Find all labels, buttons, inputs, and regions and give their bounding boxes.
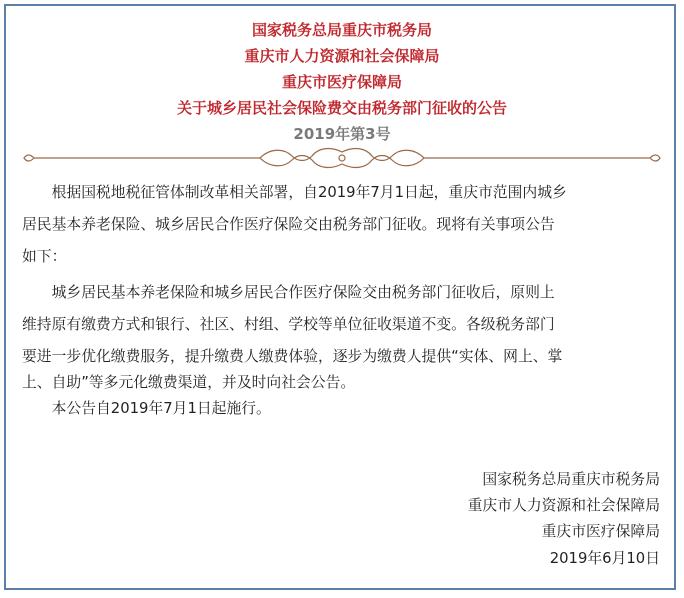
body-paragraph-3: 本公告自2019年7月1日起施行。 bbox=[22, 400, 271, 417]
body-paragraph-2-line-3: 要进一步优化缴费服务，提升缴费人缴费体验，逐步为缴费人提供“实体、网上、掌 bbox=[22, 348, 563, 365]
issuer-line-tax-bureau: 国家税务总局重庆市税务局 bbox=[251, 21, 432, 39]
ornamental-divider bbox=[20, 146, 664, 170]
document-number: 2019年第3号 bbox=[293, 125, 391, 143]
announcement-title: 关于城乡居民社会保险费交由税务部门征收的公告 bbox=[176, 99, 507, 117]
body-paragraph-1-line-1: 根据国税地税征管体制改革相关部署，自2019年7月1日起，重庆市范围内城乡 bbox=[22, 184, 567, 201]
body-paragraph-1-line-3: 如下： bbox=[22, 248, 67, 265]
issuer-line-medical-bureau: 重庆市医疗保障局 bbox=[281, 73, 402, 91]
issuer-line-hr-bureau: 重庆市人力资源和社会保障局 bbox=[244, 47, 440, 65]
body-paragraph-2-line-2: 维持原有缴费方式和银行、社区、村组、学校等单位征收渠道不变。各级税务部门 bbox=[22, 316, 555, 333]
signature-hr-bureau: 重庆市人力资源和社会保障局 bbox=[467, 497, 660, 514]
signature-medical-bureau: 重庆市医疗保障局 bbox=[541, 523, 660, 540]
body-paragraph-1-line-2: 居民基本养老保险、城乡居民合作医疗保险交由税务部门征收。现将有关事项公告 bbox=[22, 216, 555, 233]
signature-date: 2019年6月10日 bbox=[549, 550, 660, 567]
signature-tax-bureau: 国家税务总局重庆市税务局 bbox=[482, 471, 660, 488]
body-paragraph-2-line-1: 城乡居民基本养老保险和城乡居民合作医疗保险交由税务部门征收后，原则上 bbox=[22, 284, 555, 301]
body-paragraph-2-line-4: 上、自助”等多元化缴费渠道，并及时向社会公告。 bbox=[22, 374, 356, 391]
